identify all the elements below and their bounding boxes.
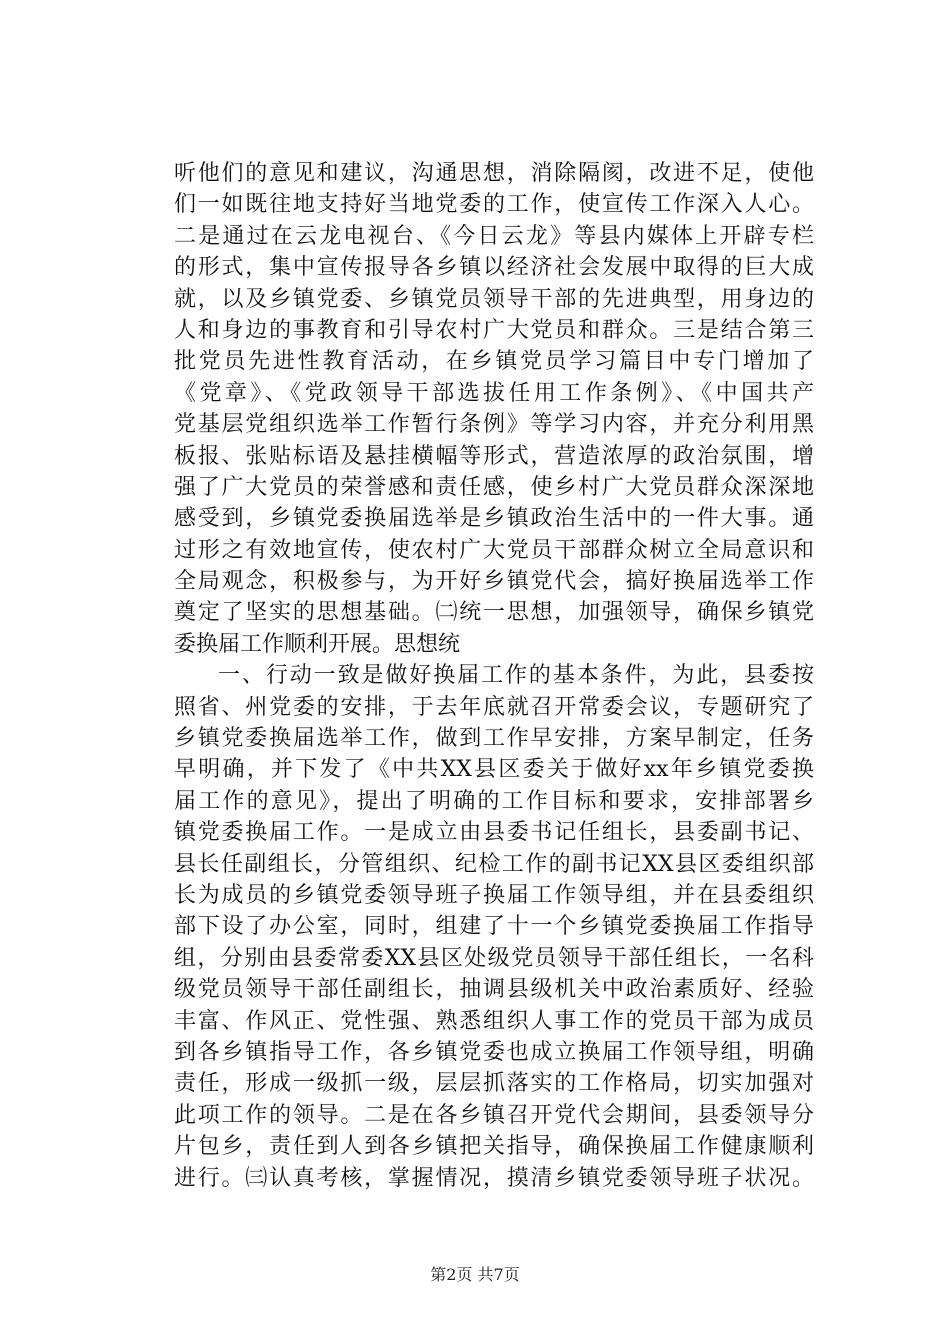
text-line: 丰富、作风正、党性强、熟悉组织人事工作的党员干部为成员 xyxy=(174,1008,814,1034)
text-line: 党基层党组织选举工作暂行条例》等学习内容，并充分利用黑 xyxy=(174,412,814,438)
text-line: 进行。㈢认真考核，掌握情况，摸清乡镇党委领导班子状况。 xyxy=(174,1165,814,1191)
text-line: 人和身边的事教育和引导农村广大党员和群众。三是结合第三 xyxy=(174,317,814,343)
text-line: 镇党委换届工作。一是成立由县委书记任组长，县委副书记、 xyxy=(174,820,814,846)
text-line: 批党员先进性教育活动，在乡镇党员学习篇目中专门增加了 xyxy=(174,349,814,375)
page-number-footer: 第2页 共7页 xyxy=(430,1265,520,1284)
text-line: 《党章》、《党政领导干部选拔任用工作条例》、《中国共产 xyxy=(174,380,814,406)
text-line: 责任，形成一级抓一级，层层抓落实的工作格局，切实加强对 xyxy=(174,1071,814,1097)
text-line: 照省、州党委的安排，于去年底就召开常委会议，专题研究了 xyxy=(174,694,814,720)
text-line: 二是通过在云龙电视台、《今日云龙》等县内媒体上开辟专栏 xyxy=(174,223,814,249)
text-line: 县长任副组长，分管组织、纪检工作的副书记XX县区委组织部 xyxy=(174,851,814,877)
text-line: 就，以及乡镇党委、乡镇党员领导干部的先进典型，用身边的 xyxy=(174,286,814,312)
text-line: 委换届工作顺利开展。思想统 xyxy=(174,631,461,657)
text-line: 强了广大党员的荣誉感和责任感，使乡村广大党员群众深深地 xyxy=(174,474,814,500)
text-line: 到各乡镇指导工作，各乡镇党委也成立换届工作领导组，明确 xyxy=(174,1039,814,1065)
text-line: 感受到，乡镇党委换届选举是乡镇政治生活中的一件大事。通 xyxy=(174,506,814,532)
text-line: 板报、张贴标语及悬挂横幅等形式，营造浓厚的政治氛围，增 xyxy=(174,443,814,469)
text-line: 届工作的意见》，提出了明确的工作目标和要求，安排部署乡 xyxy=(174,788,814,814)
text-line: 听他们的意见和建议，沟通思想，消除隔阂，改进不足，使他 xyxy=(174,161,814,186)
text-line: 们一如既往地支持好当地党委的工作，使宣传工作深入人心。 xyxy=(174,192,814,218)
text-line: 早明确，并下发了《中共XX县区委关于做好xx年乡镇党委换 xyxy=(174,757,814,783)
text-line: 乡镇党委换届选举工作，做到工作早安排，方案早制定，任务 xyxy=(174,726,814,752)
text-line: 长为成员的乡镇党委领导班子换届工作领导组，并在县委组织 xyxy=(174,882,814,908)
text-line: 片包乡，责任到人到各乡镇把关指导，确保换届工作健康顺利 xyxy=(174,1134,814,1160)
text-line: 级党员领导干部任副组长，抽调县级机关中政治素质好、经验 xyxy=(174,977,814,1003)
text-line: 过形之有效地宣传，使农村广大党员干部群众树立全局意识和 xyxy=(174,537,814,563)
text-line: 全局观念，积极参与，为开好乡镇党代会，搞好换届选举工作 xyxy=(174,569,814,595)
text-line: 组，分别由县委常委XX县区处级党员领导干部任组长，一名科 xyxy=(174,945,814,971)
text-line: 奠定了坚实的思想基础。㈡统一思想，加强领导，确保乡镇党 xyxy=(174,600,814,626)
paragraph-start-line: 一、行动一致是做好换届工作的基本条件，为此，县委按 xyxy=(218,663,814,689)
text-line: 的形式，集中宣传报导各乡镇以经济社会发展中取得的巨大成 xyxy=(174,255,814,281)
body-text xyxy=(174,158,814,1194)
text-line: 此项工作的领导。二是在各乡镇召开党代会期间，县委领导分 xyxy=(174,1102,814,1128)
text-line: 部下设了办公室，同时，组建了十一个乡镇党委换届工作指导 xyxy=(174,914,814,940)
